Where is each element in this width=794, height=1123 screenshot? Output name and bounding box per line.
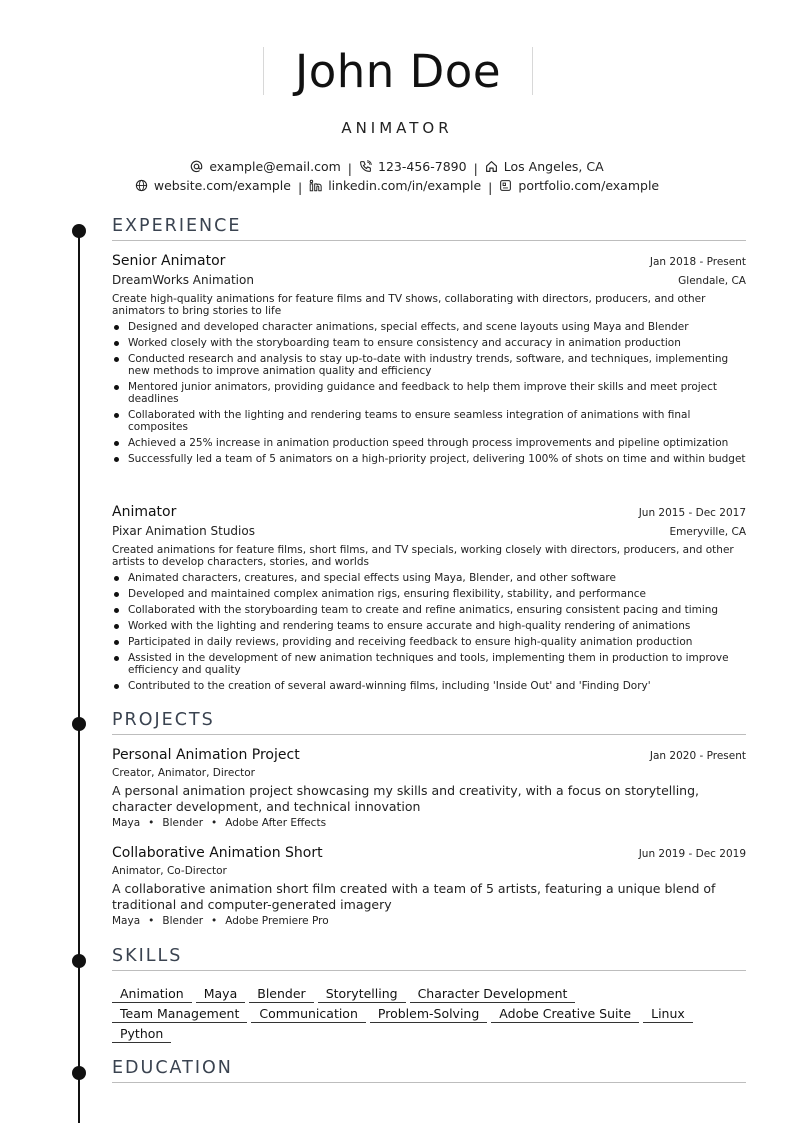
section-experience-heading: EXPERIENCE [112,216,746,241]
job-role: Animator [112,504,177,520]
project-1-header [112,747,746,763]
skills-row-1 [112,983,752,1003]
tool-tag: Blender [162,915,204,927]
project-description: A collaborative animation short film created with a team of 5 artists, featuring a unique blend of traditional and computer-generated imagery [112,881,716,912]
contact-email[interactable] [190,159,340,174]
timeline-dot-projects [72,717,86,731]
at-icon [190,160,203,173]
tool-separator: • [211,817,218,829]
skill-tag: Linux [643,1006,693,1023]
list-item: Achieved a 25% increase in animation production speed through process improvements and pipeline optimization [112,437,746,449]
section-skills-heading: SKILLS [112,946,746,971]
portfolio-text: portfolio.com/example [518,178,660,193]
skill-tag: Character Development [410,986,576,1003]
tool-tag: Blender [162,817,204,829]
list-item: Collaborated with the lighting and rendering teams to ensure seamless integration of animations with final composites [112,409,746,433]
contact-phone[interactable] [359,159,467,174]
contact-linkedin[interactable] [309,178,481,193]
project-name: Personal Animation Project [112,747,300,763]
candidate-name: John Doe [294,44,502,98]
tool-tag: Adobe Premiere Pro [225,915,329,927]
skill-tag: Blender [249,986,313,1003]
job-1-bullets [112,321,746,469]
list-item: Developed and maintained complex animation rigs, ensuring flexibility, stability, and performance [112,588,746,600]
job-location: Glendale, CA [678,275,746,287]
timeline-dot-experience [72,224,86,238]
tool-separator: • [211,915,218,927]
timeline-line [78,230,80,1123]
project-description: A personal animation project showcasing my skills and creativity, with a focus on storytelling, character development, and technical innovation [112,783,700,814]
job-1-company-row [112,273,746,287]
contact-separator: | [297,180,303,195]
project-tools [112,817,326,829]
linkedin-icon [309,179,322,192]
contact-line-1 [0,159,794,176]
list-item: Contributed to the creation of several award-winning films, including 'Inside Out' and 'Finding Dory' [112,680,746,692]
project-dates: Jan 2020 - Present [649,750,746,762]
globe-icon [135,179,148,192]
job-summary: Create high-quality animations for feature films and TV shows, collaborating with directors, producers, and other animators to bring stories to life [112,293,706,317]
location-text: Los Angeles, CA [503,159,604,174]
portfolio-icon [499,179,512,192]
tool-separator: • [148,915,155,927]
contact-portfolio[interactable] [499,178,659,193]
timeline-dot-skills [72,954,86,968]
tool-tag: Maya [112,915,141,927]
job-company: Pixar Animation Studios [112,524,255,538]
project-tools [112,915,329,927]
job-dates: Jun 2015 - Dec 2017 [638,507,746,519]
contact-location [485,159,604,174]
job-company: DreamWorks Animation [112,273,254,287]
list-item: Designed and developed character animations, special effects, and scene layouts using Maya and Blender [112,321,746,333]
phone-text: 123-456-7890 [378,159,467,174]
skills-row-2 [112,1003,752,1023]
job-2-bullets [112,572,746,696]
job-summary: Created animations for feature films, short films, and TV specials, working closely with directors, producers, and other artists to develop characters, stories, and worlds [112,544,734,568]
job-1-header [112,253,746,269]
project-dates: Jun 2019 - Dec 2019 [638,848,746,860]
section-projects-heading: PROJECTS [112,710,746,735]
list-item: Assisted in the development of new animation techniques and tools, implementing them in production to improve efficiency and quality [112,652,746,676]
name-block [263,44,533,98]
list-item: Collaborated with the storyboarding team to create and refine animatics, ensuring consistent pacing and timing [112,604,746,616]
project-name: Collaborative Animation Short [112,845,323,861]
list-item: Conducted research and analysis to stay up-to-date with industry trends, software, and techniques, implementing new methods to improve animation quality and efficiency [112,353,746,377]
skills-row-3 [112,1023,752,1043]
project-roles: Animator, Co-Director [112,865,227,877]
job-location: Emeryville, CA [669,526,746,538]
list-item: Worked closely with the storyboarding team to ensure consistency and accuracy in animation production [112,337,746,349]
job-2-company-row [112,524,746,538]
skill-tag: Maya [196,986,246,1003]
skill-tag: Animation [112,986,192,1003]
list-item: Animated characters, creatures, and special effects using Maya, Blender, and other software [112,572,746,584]
skill-tag: Adobe Creative Suite [491,1006,639,1023]
skill-tag: Communication [251,1006,366,1023]
home-icon [485,160,498,173]
skill-tag: Problem-Solving [370,1006,487,1023]
tool-separator: • [148,817,155,829]
contact-separator: | [488,180,493,195]
contact-website[interactable] [135,178,291,193]
contact-separator: | [347,161,352,176]
contact-line-2 [0,178,794,195]
phone-icon [359,160,372,173]
skill-tag: Python [112,1026,171,1043]
job-2-header [112,504,746,520]
skill-tag: Team Management [112,1006,247,1023]
skill-tag: Storytelling [318,986,406,1003]
tool-tag: Maya [112,817,141,829]
timeline-dot-education [72,1066,86,1080]
job-dates: Jan 2018 - Present [649,256,746,268]
list-item: Successfully led a team of 5 animators on a high-priority project, delivering 100% of shots on time and within budget [112,453,746,465]
linkedin-text: linkedin.com/in/example [328,178,482,193]
job-title: ANIMATOR [341,119,453,137]
job-role: Senior Animator [112,253,226,269]
tool-tag: Adobe After Effects [225,817,327,829]
list-item: Worked with the lighting and rendering teams to ensure accurate and high-quality rendering of animations [112,620,746,632]
project-2-header [112,845,746,861]
section-education-heading: EDUCATION [112,1058,746,1083]
email-text: example@email.com [209,159,341,174]
project-roles: Creator, Animator, Director [112,767,255,779]
contact-separator: | [473,161,478,176]
list-item: Participated in daily reviews, providing and receiving feedback to ensure high-quality animation production [112,636,746,648]
list-item: Mentored junior animators, providing guidance and feedback to help them improve their skills and meet project deadlines [112,381,746,405]
website-text: website.com/example [153,178,291,193]
